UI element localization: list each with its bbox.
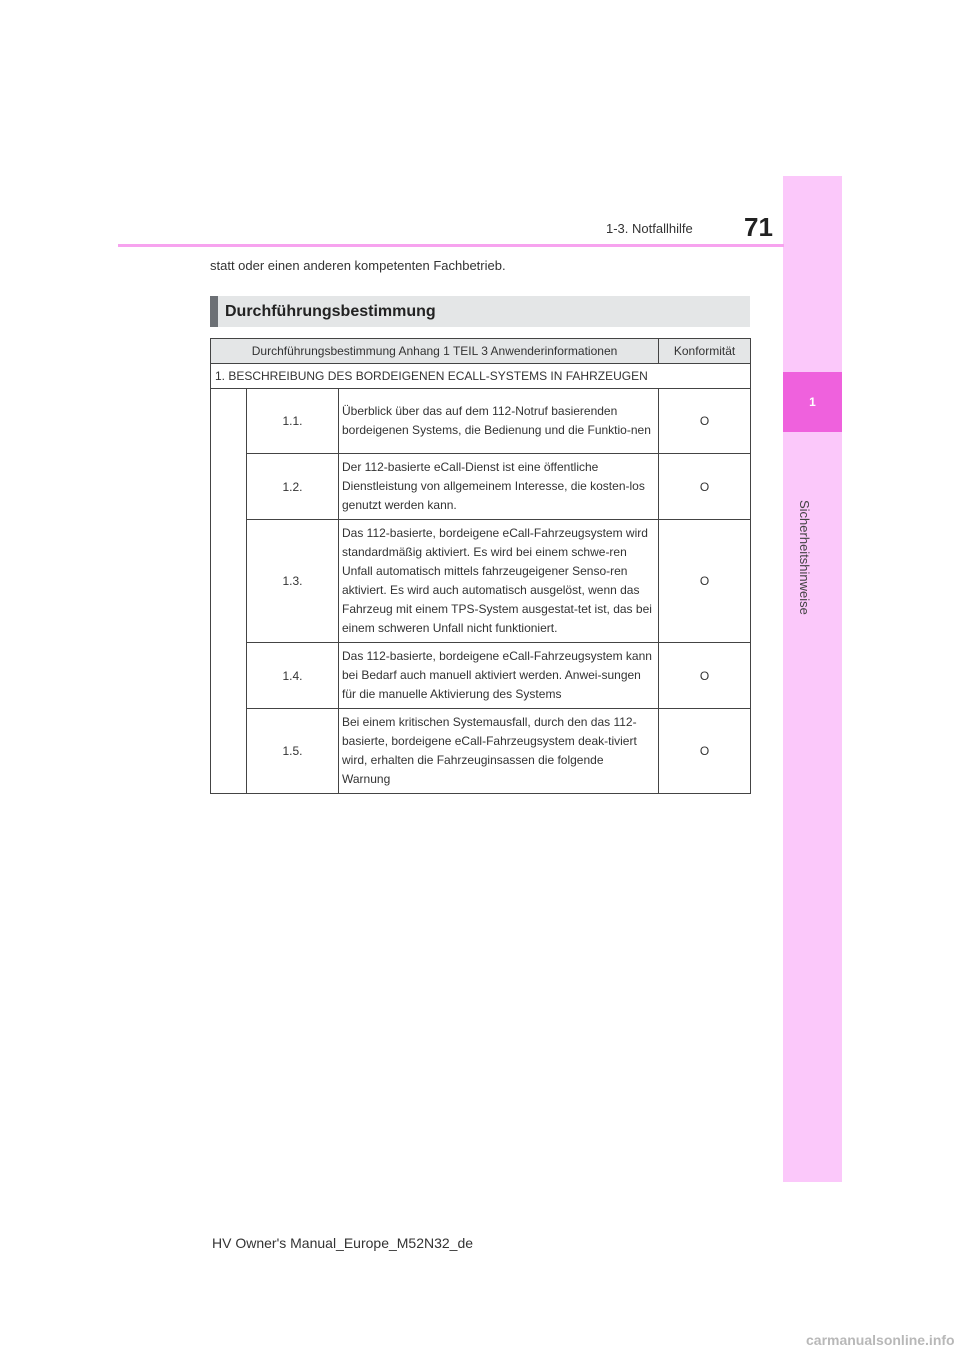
intro-text: statt oder einen anderen kompetenten Fachbetrieb. [210, 258, 506, 273]
table-header-conformity: Konformität [659, 339, 751, 364]
table-indent-cell [211, 389, 247, 794]
regulation-table [210, 338, 751, 794]
row-description: Bei einem kritischen Systemausfall, durch den das 112-basierte, bordeigene eCall-Fahrzeugsystem deak-tiviert wird, erhalten die Fahrzeuginsassen die folgende Warnung [339, 709, 659, 794]
table-row [211, 709, 751, 794]
table-section-title: 1. BESCHREIBUNG DES BORDEIGENEN ECALL-SYSTEMS IN FAHRZEUGEN [211, 364, 751, 389]
row-conformity: O [659, 389, 751, 454]
row-conformity: O [659, 520, 751, 643]
row-number: 1.5. [247, 709, 339, 794]
row-description: Das 112-basierte, bordeigene eCall-Fahrzeugsystem kann bei Bedarf auch manuell aktiviert werden. Anwei-sungen für die manuelle Aktivierung des Systems [339, 643, 659, 709]
row-number: 1.4. [247, 643, 339, 709]
chapter-title: Sicherheitshinweise [797, 500, 812, 615]
section-title: 1-3. Notfallhilfe [606, 221, 693, 236]
manual-footer: HV Owner's Manual_Europe_M52N32_de [212, 1235, 474, 1251]
table-header-row [211, 339, 751, 364]
row-description: Der 112-basierte eCall-Dienst ist eine öffentliche Dienstleistung von allgemeinem Interesse, die kosten-los genutzt werden kann. [339, 454, 659, 520]
table-row [211, 643, 751, 709]
header-divider [118, 244, 784, 247]
table-header-regulation: Durchführungsbestimmung Anhang 1 TEIL 3 Anwenderinformationen [211, 339, 659, 364]
watermark-link[interactable]: carmanualsonline.info [806, 1332, 955, 1348]
row-description: Das 112-basierte, bordeigene eCall-Fahrzeugsystem wird standardmäßig aktiviert. Es wird bei einem schwe-ren Unfall automatisch mittels fahrzeugeigener Senso-ren aktiviert. Es wird auch automatisch ausgelöst, wenn das Fahrzeug mit einem TPS-System ausgestat-tet ist, das bei einem schweren Unfall nicht funktioniert. [339, 520, 659, 643]
row-description: Überblick über das auf dem 112-Notruf basierenden bordeigenen Systems, die Bedienung und die Funktio-nen [339, 389, 659, 454]
table-section-row [211, 364, 751, 389]
chapter-side-tab [783, 176, 842, 1182]
row-conformity: O [659, 454, 751, 520]
page-number: 71 [744, 212, 773, 242]
table-row [211, 389, 751, 454]
section-heading [210, 296, 750, 327]
chapter-number: 1 [809, 395, 816, 409]
row-conformity: O [659, 709, 751, 794]
row-number: 1.2. [247, 454, 339, 520]
section-heading-text: Durchführungsbestimmung [225, 302, 436, 320]
table-row [211, 454, 751, 520]
row-number: 1.1. [247, 389, 339, 454]
chapter-number-tab[interactable] [783, 372, 842, 432]
table-row [211, 520, 751, 643]
row-number: 1.3. [247, 520, 339, 643]
row-conformity: O [659, 643, 751, 709]
